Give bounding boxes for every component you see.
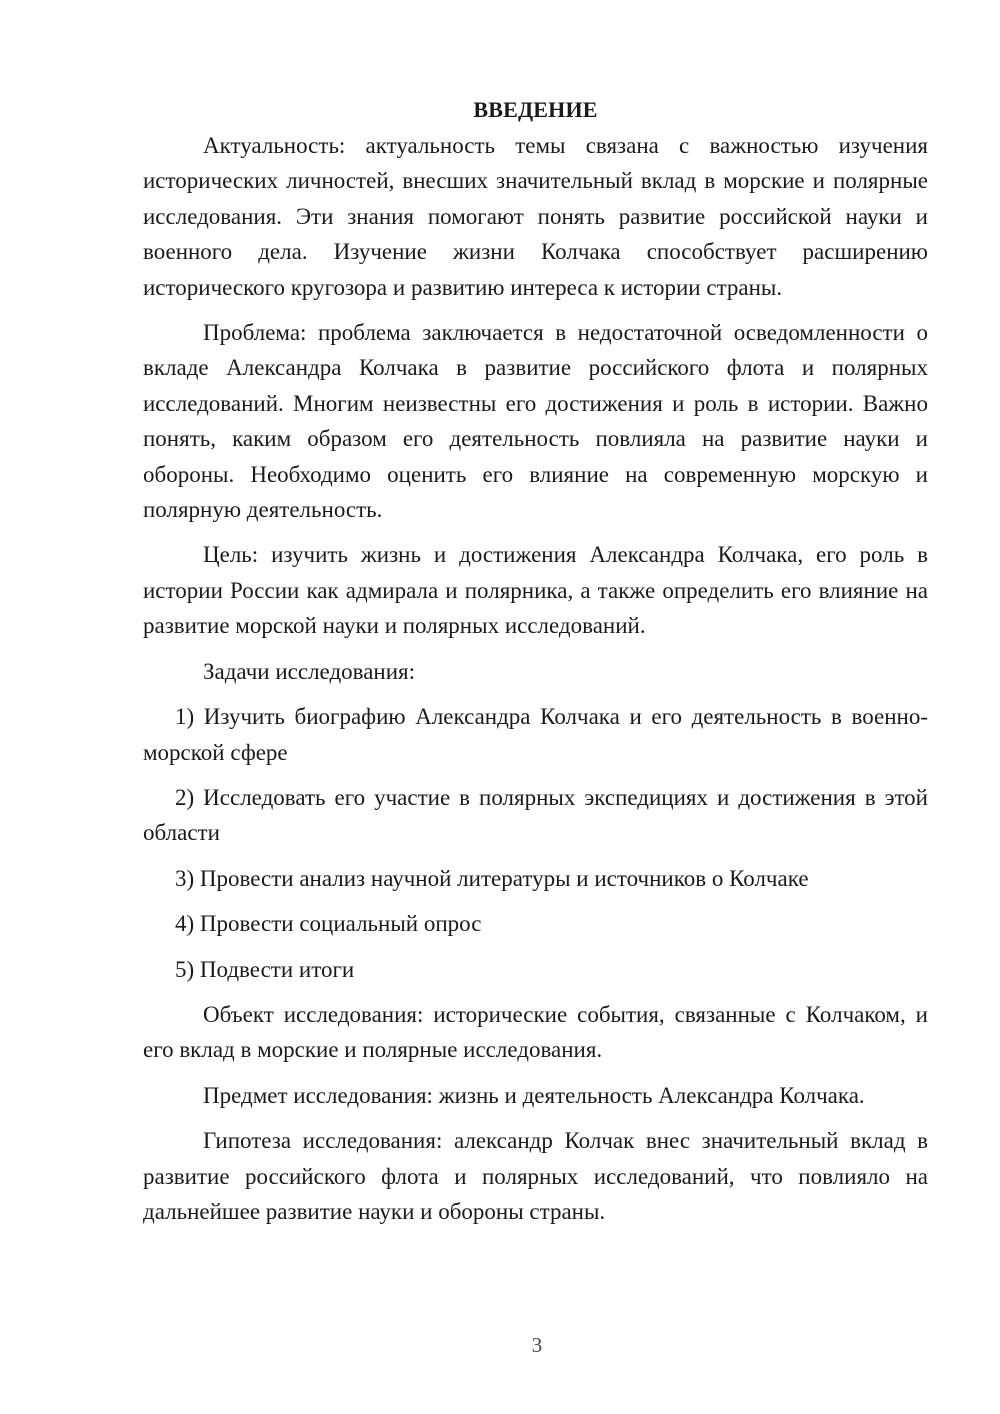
paragraph-hypothesis: Гипотеза исследования: александр Колчак внес значительный вклад в развитие российского флота и полярных исследований, что повлияло на дальнейшее развитие науки и обороны страны. [143,1128,928,1224]
task-item-3: 3) Провести анализ научной литературы и источников о Колчаке [175,865,809,891]
task-item-1: 1) Изучить биографию Александра Колчака и его деятельность в военно-морской сфере [143,704,928,765]
page-number: 3 [531,1333,543,1357]
task-item-2: 2) Исследовать его участие в полярных экспедициях и достижения в этой области [143,784,928,846]
paragraph-tasks-heading: Задачи исследования: [203,658,416,684]
page-content [143,92,928,1239]
paragraph-problem: Проблема: проблема заключается в недостаточной осведомленности о вкладе Александра Колчака в развитие российского флота и полярных исследований. Многим неизвестны его достижения и роль в истории. Важно понять, каким образом его деятельность повлияла на развитие науки и обороны. Необходимо оценить его влияние на современную морскую и полярную деятельность. [143,320,928,523]
paragraph-subject: Предмет исследования: жизнь и деятельность Александра Колчака. [203,1082,865,1108]
paragraph-object: Объект исследования: исторические события, связанные с Колчаком, и его вклад в морские и полярные исследования. [143,1001,928,1063]
paragraph-goal: Цель: изучить жизнь и достижения Александра Колчака, его роль в истории России как адмирала и полярника, а также определить его влияние на развитие морской науки и полярных исследований. [143,542,928,639]
section-title: ВВЕДЕНИЕ [473,97,598,122]
task-item-5: 5) Подвести итоги [175,956,355,982]
task-item-4: 4) Провести социальный опрос [175,911,482,937]
paragraph-relevance: Актуальность: актуальность темы связана с важностью изучения исторических личностей, внесших значительный вклад в морские и полярные исследования. Эти знания помогают понять развитие российской науки и военного дела. Изучение жизни Колчака способствует расширению исторического кругозора и развитию интереса к истории страны. [143,133,928,300]
